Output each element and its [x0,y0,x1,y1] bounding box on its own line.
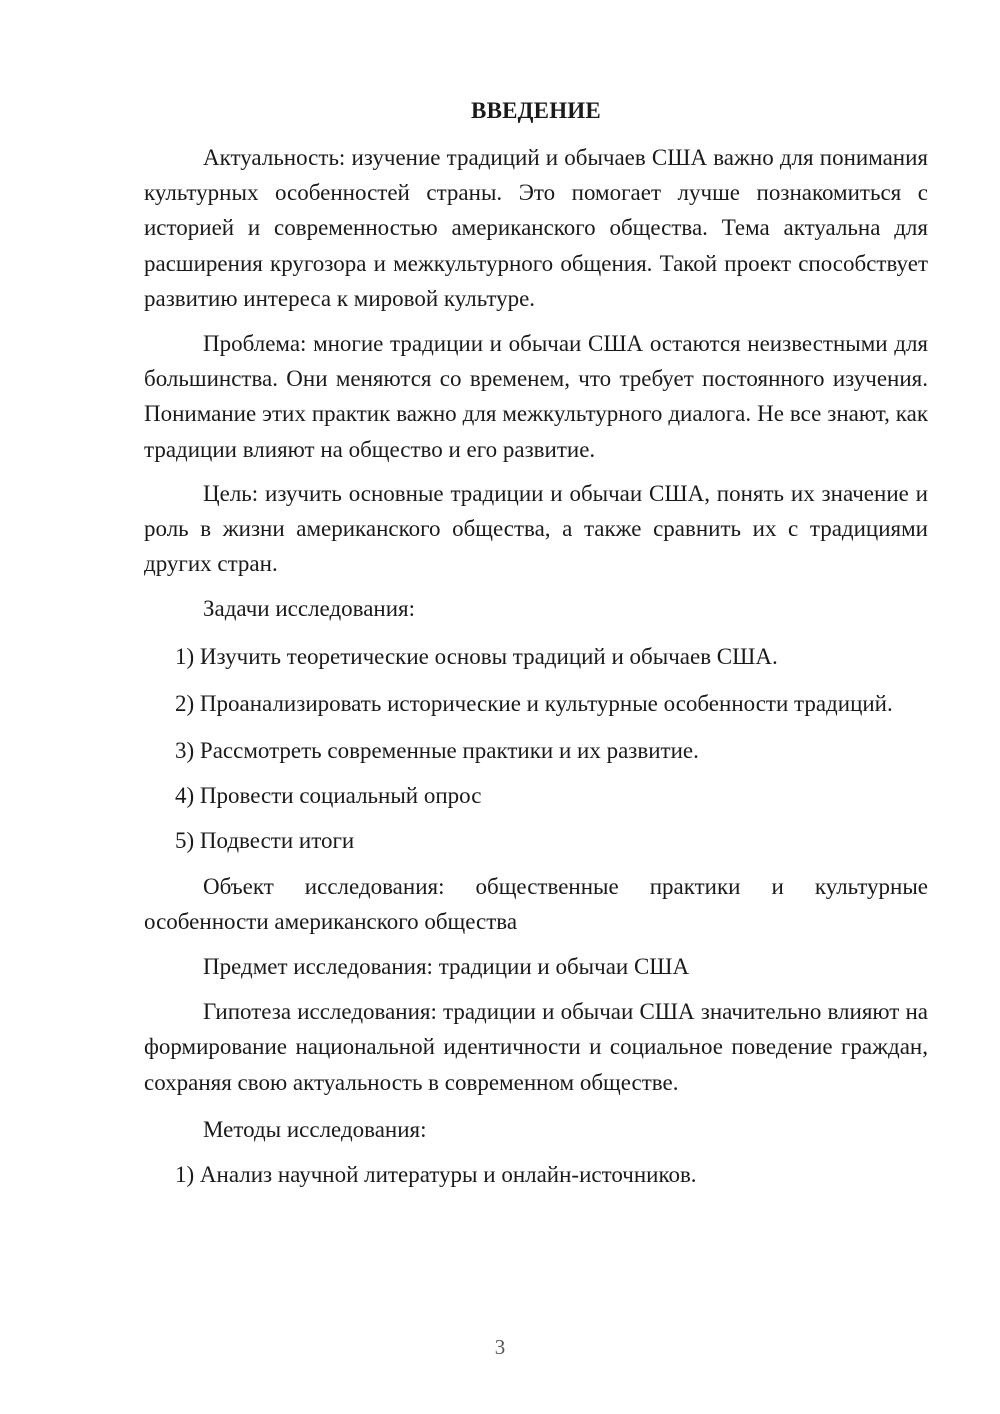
task-item-2: 2) Проанализировать исторические и культурные особенности традиций. [175,690,893,716]
problem-paragraph: Проблема: многие традиции и обычаи США остаются неизвестными для большинства. Они меняются со временем, что требует постоянного изучения. Понимание этих практик важно для межкультурного диалога. Не все знают, как традиции влияют на общество и его развитие. [144,331,928,462]
hypothesis-paragraph: Гипотеза исследования: традиции и обычаи США значительно влияют на формирование национальной идентичности и социальное поведение граждан, сохраняя свою актуальность в современном обществе. [144,999,928,1095]
tasks-heading: Задачи исследования: [203,596,416,622]
page-number: 3 [494,1335,506,1359]
relevance-paragraph: Актуальность: изучение традиций и обычаев США важно для понимания культурных особенностей страны. Это помогает лучше познакомиться с историей и современностью американского общества. Тема актуальна для расширения кругозора и межкультурного общения. Такой проект способствует развитию интереса к мировой культуре. [144,145,928,311]
task-item-3: 3) Рассмотреть современные практики и их развитие. [175,738,699,764]
subject-paragraph: Предмет исследования: традиции и обычаи США [203,954,690,980]
object-paragraph: Объект исследования: общественные практики и культурные особенности американского общества [144,873,928,934]
task-item-1: 1) Изучить теоретические основы традиций и обычаев США. [175,643,778,669]
page-content [144,96,928,1192]
task-item-5: 5) Подвести итоги [175,828,355,854]
method-item-1: 1) Анализ научной литературы и онлайн-источников. [175,1162,697,1188]
task-item-4: 4) Провести социальный опрос [175,783,482,809]
section-title: ВВЕДЕНИЕ [471,98,601,123]
goal-paragraph: Цель: изучить основные традиции и обычаи США, понять их значение и роль в жизни американского общества, а также сравнить их с традициями других стран. [144,480,928,577]
methods-heading: Методы исследования: [203,1116,427,1142]
